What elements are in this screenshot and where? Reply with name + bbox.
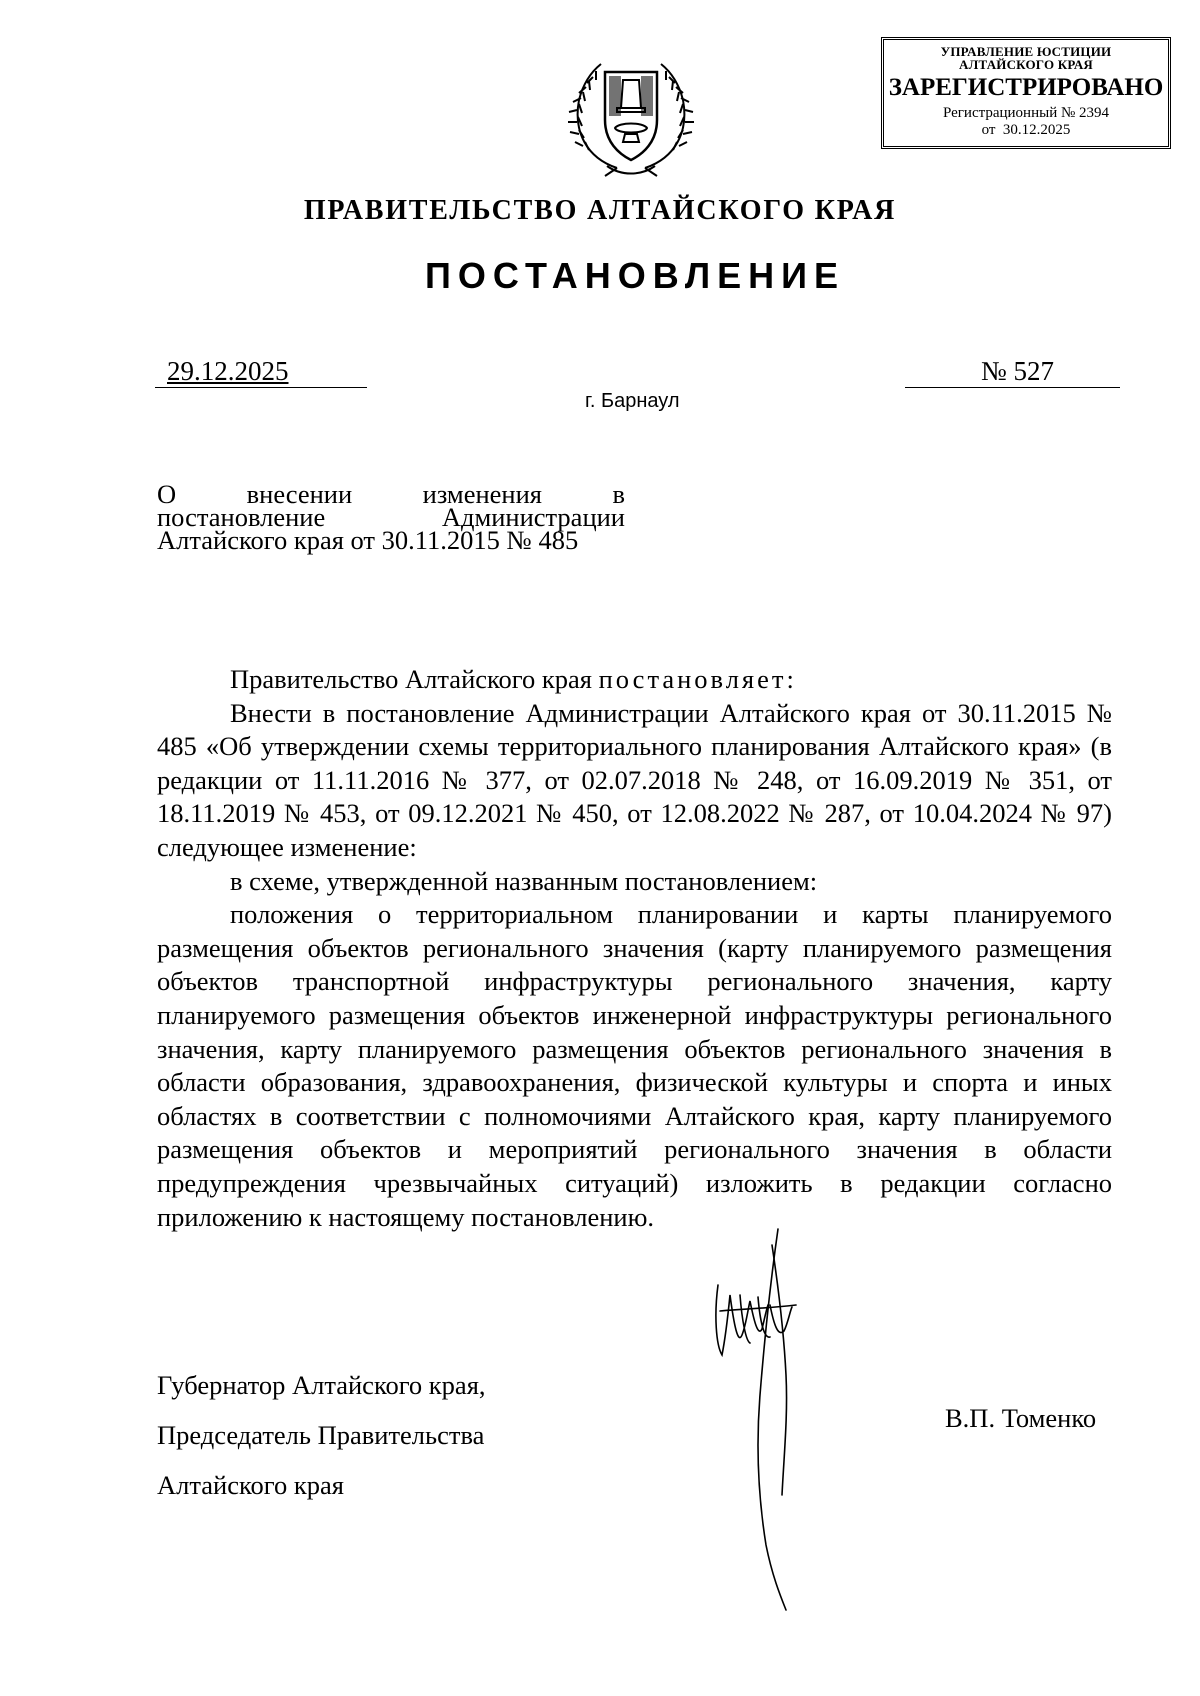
intro-suffix: :: [786, 664, 794, 694]
stamp-status: ЗАРЕГИСТРИРОВАНО: [888, 74, 1164, 101]
handwritten-signature: [700, 1225, 860, 1615]
decree-paragraph-1: Внести в постановление Администрации Алтайского края от 30.11.2015 № 485 «Об утверждении схемы территориального планирования Алтайского края» (в редакции от 11.11.2016 № 377, от 02.07.2018 № 248, от 16.09.2019 № 351, от 18.11.2019 № 453, от 09.12.2021 № 450, от 12.08.2022 № 287, от 10.04.2024 № 97) следующее изменение:: [157, 697, 1112, 862]
intro-spaced-word: постановляет: [598, 664, 787, 694]
signatory-position-line-3: Алтайского края: [157, 1470, 344, 1500]
subject-word: постановление: [157, 502, 326, 532]
decree-number: [905, 355, 1120, 388]
signatory-name: В.П. Томенко: [945, 1403, 1097, 1433]
decree-number-text: № 527: [981, 356, 1055, 386]
stamp-reg-date: от 30.12.2025: [981, 122, 1071, 138]
coat-of-arms-icon: [565, 50, 697, 178]
decree-paragraph-3: положения о территориальном планировании и карты планируемого размещения объектов регионального значения (карту планируемого размещения объектов транспортной инфраструктуры регионального значения, карту планируемого размещения объектов инженерной инфраструктуры регионального значения, карту планируемого размещения объектов регионального значения в области образования, здравоохранения, физической культуры и спорта и иных областях в соответствии с полномочиями Алтайского края, карту планируемого размещения объектов и мероприятий регионального значения в области предупреждения чрезвычайных ситуаций) изложить в редакции согласно приложению к настоящему постановлению.: [157, 899, 1112, 1232]
intro-prefix: Правительство Алтайского края: [230, 664, 599, 694]
city: г. Барнаул: [585, 390, 680, 412]
decree-paragraph-2: в схеме, утвержденной названным постановлением:: [230, 865, 818, 896]
stamp-authority-line1: УПРАВЛЕНИЕ ЮСТИЦИИ: [940, 44, 1112, 59]
signatory-position-line-1: Губернатор Алтайского края,: [157, 1370, 486, 1400]
stamp-reg-number: Регистрационный № 2394: [942, 105, 1110, 121]
subject-word: Администрации: [441, 502, 625, 532]
stamp-authority-line2: АЛТАЙСКОГО КРАЯ: [959, 57, 1093, 72]
government-name: ПРАВИТЕЛЬСТВО АЛТАЙСКОГО КРАЯ: [303, 195, 897, 226]
subject-word: изменения: [422, 479, 542, 509]
subject-word: внесении: [246, 479, 353, 509]
subject-line-3: Алтайского края от 30.11.2015 № 485: [157, 525, 579, 555]
subject-word: в: [612, 479, 625, 509]
signatory-position: [157, 1348, 486, 1523]
decree-date: [155, 355, 367, 388]
decree-date-text: 29.12.2025: [167, 356, 289, 386]
decree-intro: [157, 663, 1112, 697]
document-type: ПОСТАНОВЛЕНИЕ: [425, 255, 845, 296]
decree-subject: [157, 479, 625, 555]
subject-word: О: [157, 479, 177, 509]
registration-stamp: [881, 37, 1171, 149]
decree-body: [157, 663, 1112, 1234]
signatory-position-line-2: Председатель Правительства: [157, 1420, 485, 1450]
